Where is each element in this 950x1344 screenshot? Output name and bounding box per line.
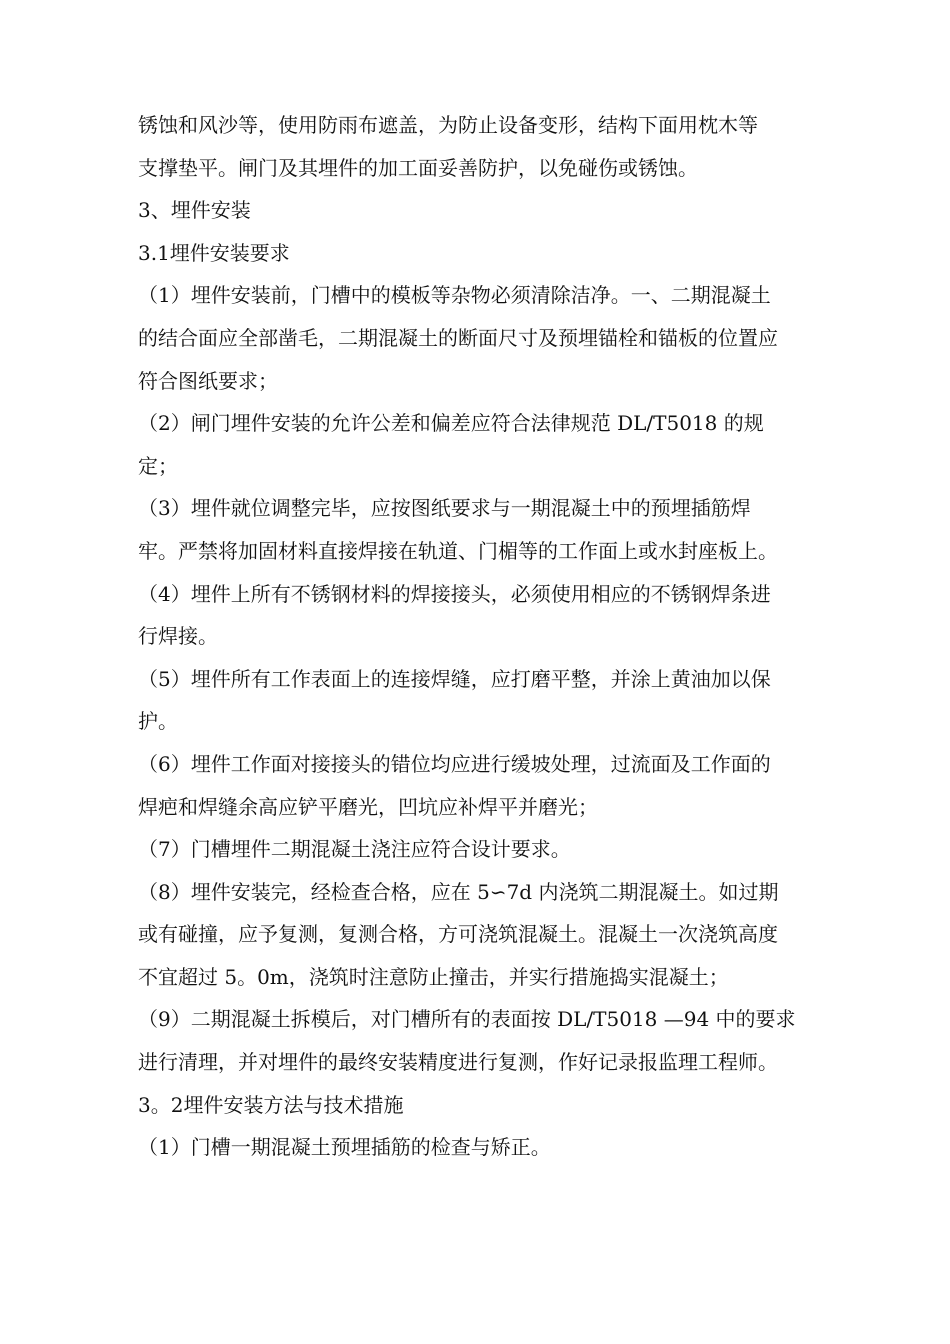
text-line: 进行清理，并对埋件的最终安装精度进行复测，作好记录报监理工程师。	[138, 1050, 778, 1075]
text-line: （6）埋件工作面对接接头的错位均应进行缓坡处理，过流面及工作面的	[138, 751, 771, 776]
text-line: （4）埋件上所有不锈钢材料的焊接接头，必须使用相应的不锈钢焊条进	[138, 581, 771, 606]
text-line: 定；	[138, 453, 178, 478]
text-line: （2）闸门埋件安装的允许公差和偏差应符合法律规范 DL/T5018 的规	[138, 411, 764, 436]
text-line: （5）埋件所有工作表面上的连接焊缝，应打磨平整，并涂上黄油加以保	[138, 666, 771, 691]
text-line: 或有碰撞，应予复测，复测合格，方可浇筑混凝土。混凝土一次浇筑高度	[138, 922, 778, 947]
text-line: （1）门槽一期混凝土预埋插筋的检查与矫正。	[138, 1135, 551, 1160]
text-line: 行焊接。	[138, 624, 218, 649]
text-line: 牢。严禁将加固材料直接焊接在轨道、门楣等的工作面上或水封座板上。	[138, 538, 778, 563]
section-heading: 3、埋件安装	[138, 198, 251, 223]
text-line: （9）二期混凝土拆模后，对门槽所有的表面按 DL/T5018 —94 中的要求	[138, 1007, 796, 1032]
text-line: 符合图纸要求；	[138, 368, 278, 393]
text-line: （1）埋件安装前，门槽中的模板等杂物必须清除洁净。一、二期混凝土	[138, 283, 771, 308]
text-line: （8）埋件安装完，经检查合格，应在 5∽7d 内浇筑二期混凝土。如过期	[138, 879, 779, 904]
subsection-heading: 3。2埋件安装方法与技术措施	[138, 1092, 404, 1117]
text-line: 支撑垫平。闸门及其埋件的加工面妥善防护，以免碰伤或锈蚀。	[138, 155, 698, 180]
text-line: （3）埋件就位调整完毕，应按图纸要求与一期混凝土中的预埋插筋焊	[138, 496, 751, 521]
text-line: （7）门槽埋件二期混凝土浇注应符合设计要求。	[138, 837, 571, 862]
text-line: 的结合面应全部凿毛，二期混凝土的断面尺寸及预埋锚栓和锚板的位置应	[138, 325, 778, 350]
text-line: 护。	[138, 709, 178, 734]
text-line: 焊疤和焊缝余高应铲平磨光，凹坑应补焊平并磨光；	[138, 794, 598, 819]
text-line: 锈蚀和风沙等，使用防雨布遮盖，为防止设备变形，结构下面用枕木等	[138, 113, 758, 137]
text-line: 不宜超过 5。0m，浇筑时注意防止撞击，并实行措施捣实混凝土；	[138, 964, 729, 989]
subsection-heading: 3.1埋件安装要求	[138, 240, 290, 265]
document-body	[138, 104, 828, 1169]
